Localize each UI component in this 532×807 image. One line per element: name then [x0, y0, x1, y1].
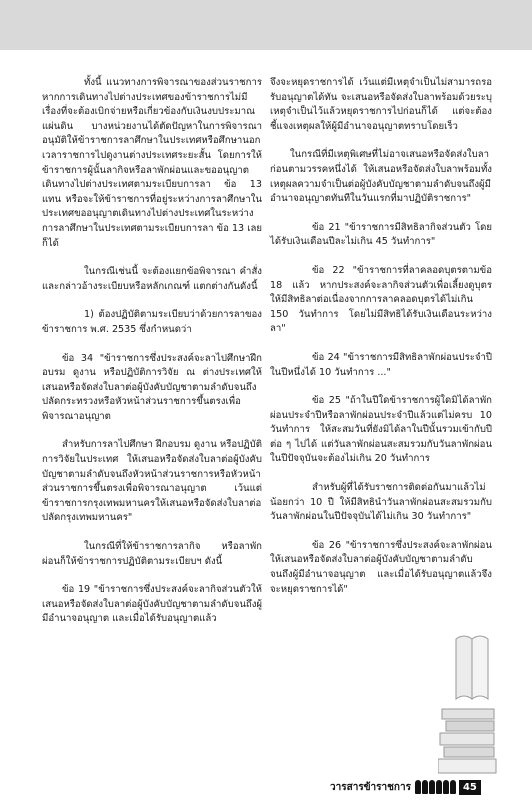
left-text-column — [42, 76, 262, 641]
paragraph: ข้อ 19 "ข้าราชการซึ่งประสงค์จะลากิจส่วนตัวให้เสนอหรือจัดส่งใบลาต่อผู้บังคับบัญชาตามลำดับจนถึงผู้มีอำนาจอนุญาต และเมื่อได้รับอนุญาตแล้ว — [42, 584, 263, 625]
page-number: 45 — [459, 780, 481, 795]
paragraph: สำหรับการลาไปศึกษา ฝึกอบรม ดูงาน หรือปฏิบัติการวิจัยในประเทศ ให้เสนอหรือจัดส่งใบลาต่อผู้บังคับบัญชาตามลำดับจนถึงหัวหน้าส่วนราชการหรือหัวหน้าส่วนราชการขึ้นตรงเพื่อพิจารณาอนุญาต เว้นแต่ข้าราชการกรุงเทพมหานครให้เสนอหรือจัดส่งใบลาต่อปลัดกรุงเทพมหานคร" — [42, 439, 262, 524]
book-stack-illustration — [438, 629, 498, 779]
right-text-column — [270, 76, 492, 611]
paragraph: ข้อ 24 "ข้าราชการมีสิทธิลาพักผ่อนประจำปีในปีหนึ่งได้ 10 วันทำการ ..." — [270, 351, 492, 378]
paragraph: ในกรณีเช่นนี้ จะต้องแยกข้อพิจารณา คำสั่งและกล่าวอ้างระเบียบหรือหลักเกณฑ์ แตกต่างกันดังนี้ — [42, 266, 262, 292]
magazine-title: วารสารข้าราชการ — [330, 781, 411, 793]
people-silhouettes-icon — [415, 780, 456, 794]
page-footer — [330, 777, 490, 797]
paragraph: ข้อ 25 "ถ้าในปีใดข้าราชการผู้ใดมิได้ลาพักผ่อนประจำปีหรือลาพักผ่อนประจำปีแล้วแต่ไม่ครบ 10 วันทำการ ให้สะสมวันที่ยังมิได้ลาในปีนั้นรวมเข้ากับปีต่อ ๆ ไปได้ แต่วันลาพักผ่อนสะสมรวมกับวันลาพักผ่อนในปีปัจจุบันจะต้องไม่เกิน 20 วันทำการ — [270, 395, 492, 465]
paragraph: ในกรณีที่ให้ข้าราชการลากิจ หรือลาพักผ่อนก็ให้ข้าราชการปฏิบัติตามระเบียบฯ ดังนี้ — [42, 541, 262, 567]
paragraph: ทั้งนี้ แนวทางการพิจารณาของส่วนราชการหากการเดินทางไปต่างประเทศของข้าราชการไม่มีเรื่องที่จะต้องเบิกจ่ายหรือเกี่ยวข้องกับเงินงบประมาณแผ่นดิน บางหน่วยงานได้ตัดปัญหาในการพิจารณาอนุมัติให้ข้าราชการลาศึกษาในประเทศหรือศึกษานอกเวลาราชการไปดูงานต่างประเทศระยะสั้น โดยการให้ข้าราชการผู้นั้นลากิจหรือลาพักผ่อนและขออนุญาตเดินทางไปต่างประเทศตามระเบียบการลา ข้อ 13 แทน หรือจะให้ข้าราชการที่อยู่ระหว่างการลาศึกษาในประเทศขออนุญาตเดินทางไปต่างประเทศในระหว่างการลาศึกษาในประเทศตามระเบียบการลา ข้อ 13 เลยก็ได้ — [42, 77, 262, 249]
paragraph: จึงจะหยุดราชการได้ เว้นแต่มีเหตุจำเป็นไม่สามารถรอรับอนุญาตได้ทัน จะเสนอหรือจัดส่งใบลาพร้อมด้วยระบุเหตุจำเป็นไว้แล้วหยุดราชการไปก่อนก็ได้ แต่จะต้องชี้แจงเหตุผลให้ผู้มีอำนาจอนุญาตทราบโดยเร็ว — [270, 77, 492, 132]
paragraph: สำหรับผู้ที่ได้รับราชการติดต่อกันมาแล้วไม่น้อยกว่า 10 ปี ให้มีสิทธินำวันลาพักผ่อนสะสมรวมกับวันลาพักผ่อนในปีปัจจุบันได้ไม่เกิน 30 วันทำการ" — [270, 482, 492, 523]
paragraph: ข้อ 21 "ข้าราชการมีสิทธิลากิจส่วนตัว โดยได้รับเงินเดือนปีละไม่เกิน 45 วันทำการ" — [270, 221, 492, 248]
paragraph: ในกรณีที่มีเหตุพิเศษที่ไม่อาจเสนอหรือจัดส่งใบลาก่อนตามวรรคหนึ่งได้ ให้เสนอหรือจัดส่งใบลาพร้อมทั้งเหตุผลความจำเป็นต่อผู้บังคับบัญชาตามลำดับจนถึงผู้มีอำนาจอนุญาตทันทีในวันแรกที่มาปฏิบัติราชการ" — [270, 149, 492, 205]
paragraph: 1) ต้องปฏิบัติตามระเบียบว่าด้วยการลาของข้าราชการ พ.ศ. 2535 ซึ่งกำหนดว่า — [42, 309, 262, 335]
paragraph: ข้อ 34 "ข้าราชการซึ่งประสงค์จะลาไปศึกษาฝึกอบรม ดูงาน หรือปฏิบัติการวิจัย ณ ต่างประเทศให้เสนอหรือจัดส่งใบลาต่อผู้บังคับบัญชาตามลำดับจนถึงปลัดกระทรวงหรือหัวหน้าส่วนราชการขึ้นตรงเพื่อพิจารณาอนุญาต — [42, 352, 262, 422]
paragraph: ข้อ 22 "ข้าราชการที่ลาคลอดบุตรตามข้อ 18 แล้ว หากประสงค์จะลากิจส่วนตัวเพื่อเลี้ยงดูบุตร ให้มีสิทธิลาต่อเนื่องจากการลาคลอดบุตรได้ไม่เกิน 150 วันทำการ โดยไม่มีสิทธิได้รับเงินเดือนระหว่างลา" — [270, 264, 492, 335]
paragraph: ข้อ 26 "ข้าราชการซึ่งประสงค์จะลาพักผ่อนให้เสนอหรือจัดส่งใบลาต่อผู้บังคับบัญชาตามลำดับจนถึงผู้มีอำนาจอนุญาต และเมื่อได้รับอนุญาตแล้วจึงจะหยุดราชการได้" — [270, 539, 492, 595]
top-header-band — [0, 0, 532, 50]
